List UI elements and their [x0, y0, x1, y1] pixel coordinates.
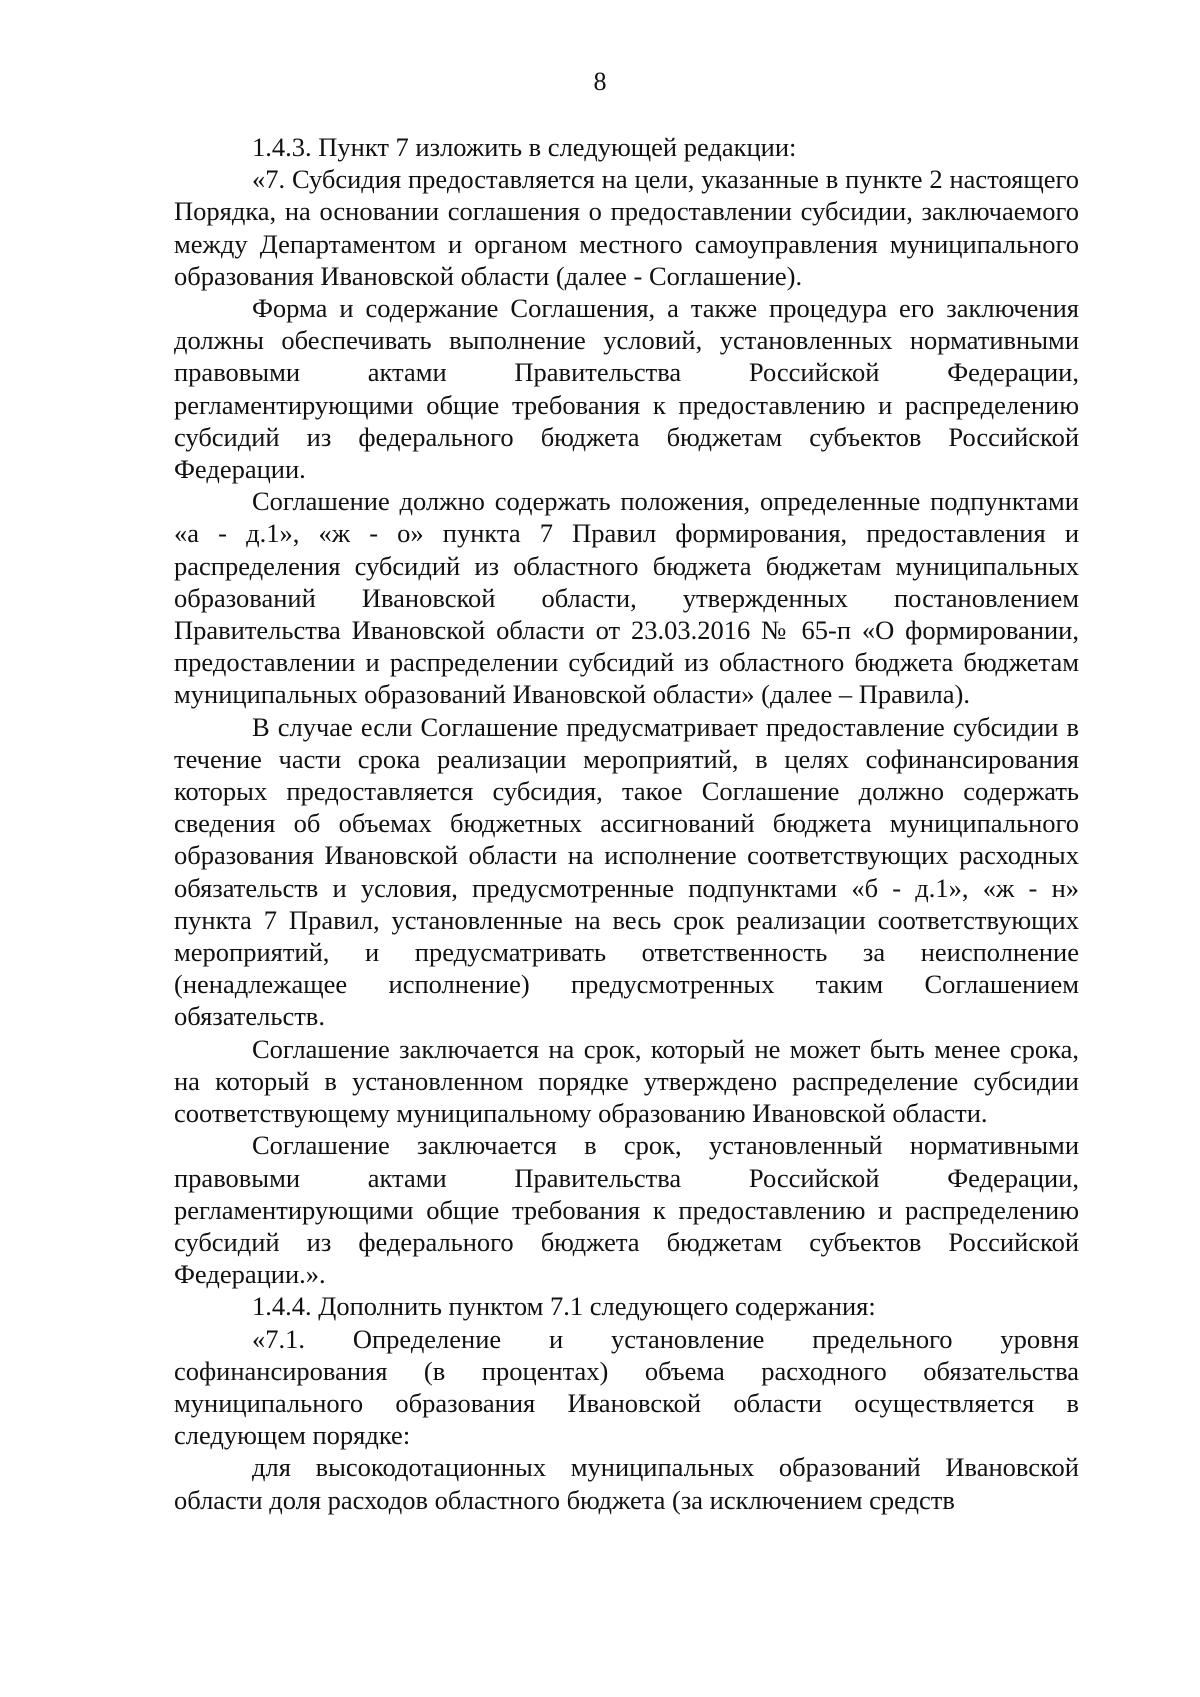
page-number: 8: [593, 67, 607, 96]
paragraph-agreement-content: Соглашение должно содержать положения, определенные подпунктами «а - д.1», «ж - о» пункта 7 Правил формирования, предоставления и распределения субсидий из областного бюджета бюджетам муниципальных образований Ивановской области, утвержденных постановлением Правительства Ивановской области от 23.03.2016 № 65-п «О формировании, предоставлении и распределении субсидий из областного бюджета бюджетам муниципальных образований Ивановской области» (далее – Правила).: [174, 486, 1079, 710]
paragraph-item-7-1: «7.1. Определение и установление предельного уровня софинансирования (в процентах) объема расходного обязательства муниципального образования Ивановской области осуществляется в следующем порядке:: [174, 1323, 1079, 1451]
paragraph-1-4-4: 1.4.4. Дополнить пунктом 7.1 следующего содержания:: [252, 1291, 876, 1322]
paragraph-agreement-deadline: Соглашение заключается в срок, установленный нормативными правовыми актами Правительства Российской Федерации, регламентирующими общие требования к предоставлению и распределению субсидий из федерального бюджета бюджетам субъектов Российской Федерации.».: [174, 1130, 1079, 1290]
paragraph-item-7: «7. Субсидия предоставляется на цели, указанные в пункте 2 настоящего Порядка, на основании соглашения о предоставлении субсидии, заключаемого между Департаментом и органом местного самоуправления муниципального образования Ивановской области (далее - Соглашение).: [174, 164, 1079, 291]
paragraph-agreement-form: Форма и содержание Соглашения, а также процедура его заключения должны обеспечивать выполнение условий, установленных нормативными правовыми актами Правительства Российской Федерации, регламентирующими общие требования к предоставлению и распределению субсидий из федерального бюджета бюджетам субъектов Российской Федерации.: [174, 293, 1079, 485]
paragraph-partial-term: В случае если Соглашение предусматривает предоставление субсидии в течение части срока реализации мероприятий, в целях софинансирования которых предоставляется субсидия, такое Соглашение должно содержать сведения об объемах бюджетных ассигнований бюджета муниципального образования Ивановской области на исполнение соответствующих расходных обязательств и условия, предусмотренные подпунктами «б - д.1», «ж - н» пункта 7 Правил, установленные на весь срок реализации соответствующих мероприятий, и предусматривать ответственность за неисполнение (ненадлежащее исполнение) предусмотренных таким Соглашением обязательств.: [174, 711, 1079, 1032]
paragraph-agreement-term: Соглашение заключается на срок, который не может быть менее срока, на который в установленном порядке утверждено распределение субсидии соответствующему муниципальному образованию Ивановской области.: [174, 1033, 1079, 1129]
paragraph-1-4-3: 1.4.3. Пункт 7 изложить в следующей редакции:: [252, 132, 797, 162]
paragraph-high-subsidy: для высокодотационных муниципальных образований Ивановской области доля расходов областного бюджета (за исключением средств: [174, 1452, 1079, 1515]
document-body: [174, 131, 1079, 1516]
